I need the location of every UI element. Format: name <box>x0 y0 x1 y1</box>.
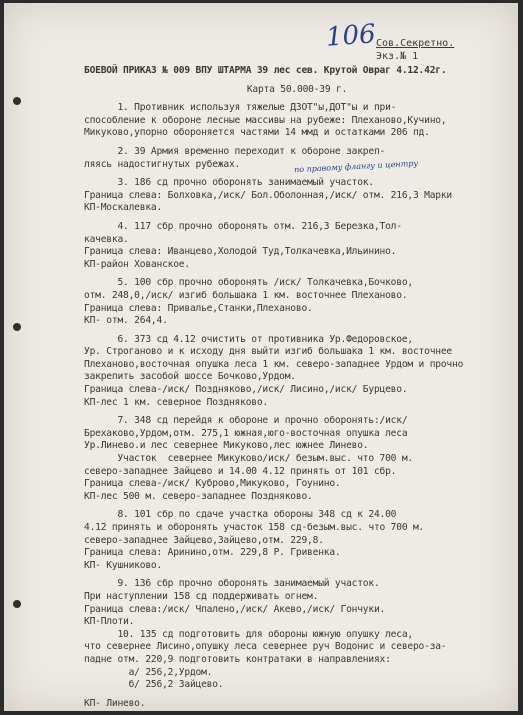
binding-hole <box>13 97 21 105</box>
handwritten-insertion: по правому флангу и центру <box>293 158 419 175</box>
classification-line-1: Сов.Секретно. <box>376 38 455 49</box>
binding-hole <box>13 600 21 608</box>
text-line: что севернее Лисино,опушку леса севернее руч Водонис и северо-за- <box>84 641 447 653</box>
text-line: 5. 100 сбр прочно оборонять /иск/ Толкачевка,Бочково, <box>84 277 413 289</box>
text-line: Брехаково,Урдом,отм. 275,1 южная,юго-восточная опушка леса <box>84 427 408 439</box>
text-line: способление к обороне лесные массивы на рубеже: Плехановo,Кучино, <box>84 114 447 126</box>
text-line: БОЕВОЙ ПРИКАЗ № 009 ВПУ ШТАРМА 39 лес сев. Крутой Овраг 4.12.42г. <box>84 65 447 76</box>
text-line: Граница слева: Аринино,отм. 229,8 Р. Гривенка. <box>84 547 341 559</box>
text-line: 6. 373 сд 4.12 очистить от противника Ур.Федоровское, <box>84 333 413 345</box>
text-line: 9. 136 сбр прочно оборонять занимаемый участок. <box>84 578 380 590</box>
text-line: КП-лес 500 м. северо-западнее Поздняково. <box>84 490 313 502</box>
text-line: Граница слева: Иванцево,Холодой Туд,Толкачевка,Ильинино. <box>84 246 397 258</box>
text-line: б/ 256,2 Зайцево. <box>84 679 224 691</box>
text-line: Граница слева: Привалье,Станки,Плеханово. <box>84 302 313 314</box>
text-line: 4. 117 сбр прочно оборонять отм. 216,3 Березка,Тол- <box>84 220 402 232</box>
text-line: 3. 186 сд прочно оборонять занимаемый участок. <box>84 177 374 189</box>
text-line: северо-западнее Зайцево и 14.00 4.12 принять от 101 сбр. <box>84 465 397 477</box>
text-line: Ур.Линево.и лес севернее Микуково,лес южнее Линево. <box>84 440 369 452</box>
text-line: северо-западнее Зайцево,Зайцево,отм. 229,8. <box>84 534 324 546</box>
text-line: КП-Плоти. <box>84 616 135 628</box>
text-line: КП-район Хованское. <box>84 258 190 270</box>
text-line: 10. 135 сд подготовить для обороны южную опушку леса, <box>84 628 413 640</box>
text-line: Микуково,упорно обороняется частями 14 ммд и остатками 206 пд. <box>84 127 430 139</box>
order-text <box>84 65 510 710</box>
text-line: 4.12 принять и оборонять участок 158 сд-безым.выс. что 700 м. <box>84 522 425 533</box>
text-line: 2. 39 Армия временно переходит к обороне закреп- <box>84 145 386 157</box>
text-line: 1. Противник используя тяжелые ДЗОТ"ы,ДОТ"ы и при- <box>84 102 397 114</box>
handwritten-page-number: 106 <box>325 19 377 53</box>
text-line: 7. 348 сд перейдя к обороне и прочно оборонять:/иск/ <box>84 415 408 427</box>
text-line: Граница слева-/иск/ Кубрoво,Микуково, Гоунино. <box>84 478 341 490</box>
text-line: отм. 248,0,/иск/ изгиб большака 1 км. восточнее Плеханово. <box>84 289 408 301</box>
text-line: КП- Линево. <box>84 697 146 709</box>
text-line: Карта 50.000-39 г. <box>246 83 348 95</box>
classification-stamp <box>376 37 454 63</box>
text-line: ляясь надостигнутых рубежах. <box>84 158 241 170</box>
text-line: Граница слева:/иск/ Чпалено,/иск/ Акево,/иск/ Гончуки. <box>84 603 386 615</box>
document-page <box>4 3 518 711</box>
text-line: 8. 101 сбр по сдаче участка обороны 348 сд к 24.00 <box>84 509 397 521</box>
text-line: Граница слева-/иск/ Поздняково,/иск/ Лисино,/иск/ Бурцево. <box>84 384 408 396</box>
text-line: падне отм. 220,9 подготовить контратаки в направлениях: <box>84 653 391 665</box>
text-line: КП- отм. 264,4. <box>84 315 168 327</box>
text-line: КП- Кушниково. <box>84 559 163 571</box>
text-line: закрепить засобой шоссе Бочково,Урдом. <box>84 371 296 383</box>
text-line: Участок севернее Микуково/иск/ безым.выс. что 700 м. <box>84 453 413 465</box>
text-line: КП-Москалевка. <box>84 202 163 214</box>
classification-line-2: Экз.№ 1 <box>376 51 419 62</box>
text-line: Плеханово,восточная опушка леса 1 км. северо-западнее Урдом и прочно <box>84 358 464 370</box>
text-line: При наступлении 158 сд поддерживать огнем. <box>84 590 319 602</box>
text-line: Граница слева: Болховка,/иск/ Бол.Оболонная,/иск/ отм. 216,3 Марки <box>84 189 453 201</box>
text-line: Ур. Строганово и к исходу дня выйти изгиб большака 1 км. восточнее <box>84 346 453 358</box>
text-line: КП-лес 1 км. северное Поздняково. <box>84 396 269 408</box>
text-line: а/ 256,2,Урдом. <box>84 666 213 678</box>
binding-hole <box>13 323 21 331</box>
text-line: качевка. <box>84 233 129 245</box>
